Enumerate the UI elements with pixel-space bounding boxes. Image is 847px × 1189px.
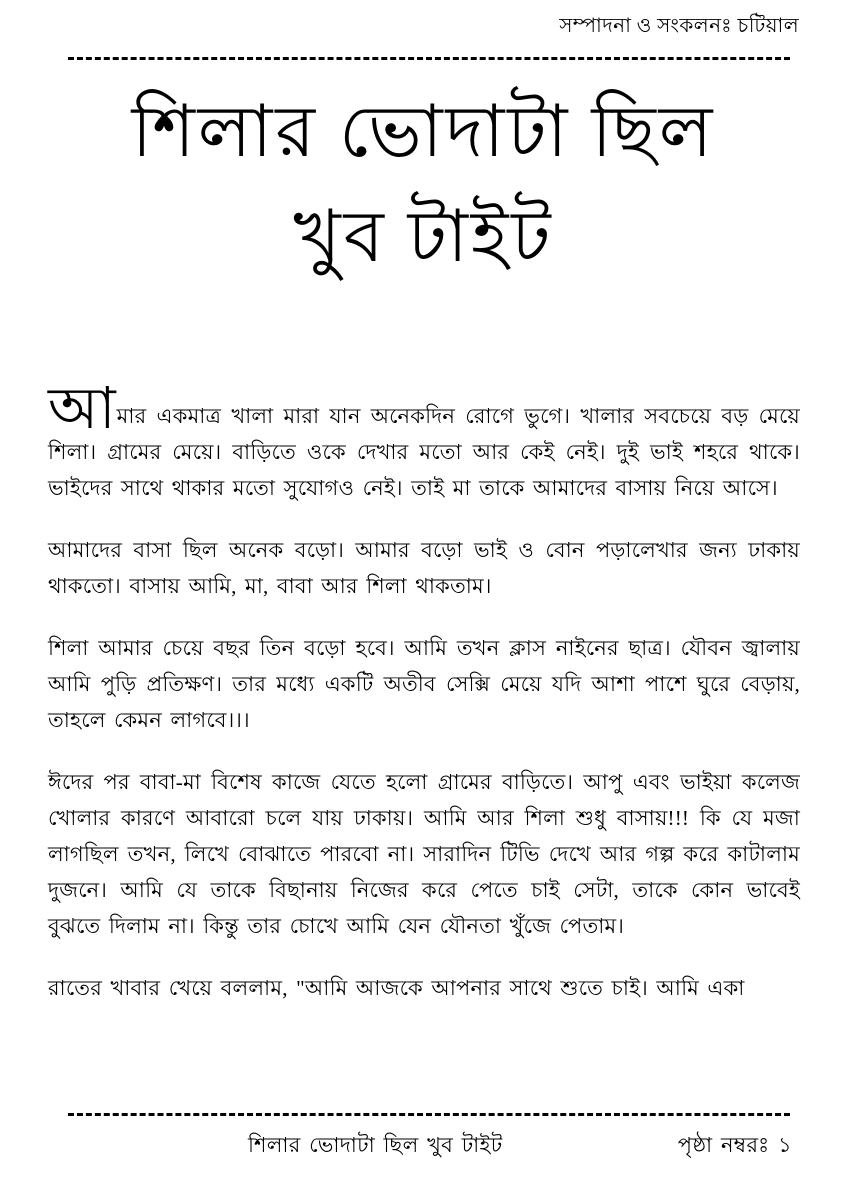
body-text xyxy=(48,376,800,1006)
paragraph-3: শিলা আমার চেয়ে বছর তিন বড়ো হবে। আমি তখন ক্লাস নাইনের ছাত্র। যৌবন জ্বালায় আমি পুড়ি প্রতিক্ষণ। তার মধ্যে একটি অতীব সেক্সি মেয়ে যদি আশা পাশে ঘুরে বেড়ায়, তাহলে কেমন লাগবে।।। xyxy=(48,636,800,732)
paragraph-2: আমাদের বাসা ছিল অনেক বড়ো। আমার বড়ো ভাই ও বোন পড়ালেখার জন্য ঢাকায় থাকতো। বাসায় আমি, মা, বাবা আর শিলা থাকতাম। xyxy=(48,538,800,598)
title-line-1: শিলার ভোদাটা ছিল xyxy=(131,92,716,172)
paragraph-1-text: মার একমাত্র খালা মারা যান অনেকদিন রোগে ভুগে। খালার সবচেয়ে বড় মেয়ে শিলা। গ্রামের মেয়ে। বাড়িতে ওকে দেখার মতো আর কেই নেই। দুই ভাই শহরে থাকে। ভাইদের সাথে থাকার মতো সুযোগও নেই। তাই মা তাকে আমাদের বাসায় নিয়ে আসে। xyxy=(48,404,800,500)
top-dashed-divider xyxy=(68,57,790,60)
page-footer xyxy=(48,1128,800,1168)
story-title xyxy=(40,78,807,288)
footer-running-title: শিলার ভোদাটা ছিল খুব টাইট xyxy=(248,1133,503,1157)
header-credit: সম্পাদনা ও সংকলনঃ চটিয়াল xyxy=(559,15,799,37)
drop-cap-letter: আ xyxy=(48,376,116,441)
footer-page-number: পৃষ্ঠা নম্বরঃ ১ xyxy=(677,1133,792,1157)
paragraph-5: রাতের খাবার খেয়ে বললাম, "আমি আজকে আপনার সাথে শুতে চাই। আমি একা xyxy=(48,976,745,1000)
title-line-2: খুব টাইট xyxy=(293,197,554,277)
bottom-dashed-divider xyxy=(68,1113,790,1116)
paragraph-4: ঈদের পর বাবা-মা বিশেষ কাজে যেতে হলো গ্রামের বাড়িতে। আপু এবং ভাইয়া কলেজ খোলার কারণে আবারো চলে যায় ঢাকায়। আমি আর শিলা শুধু বাসায়!!! কি যে মজা লাগছিল তখন, লিখে বোঝাতে পারবো না। সারাদিন টিভি দেখে আর গল্প করে কাটালাম দুজনে। আমি যে তাকে বিছানায় নিজের করে পেতে চাই সেটা, তাকে কোন ভাবেই বুঝতে দিলাম না। কিন্তু তার চোখে আমি যেন যৌনতা খুঁজে পেতাম। xyxy=(48,770,800,938)
paragraph-1 xyxy=(48,376,800,506)
